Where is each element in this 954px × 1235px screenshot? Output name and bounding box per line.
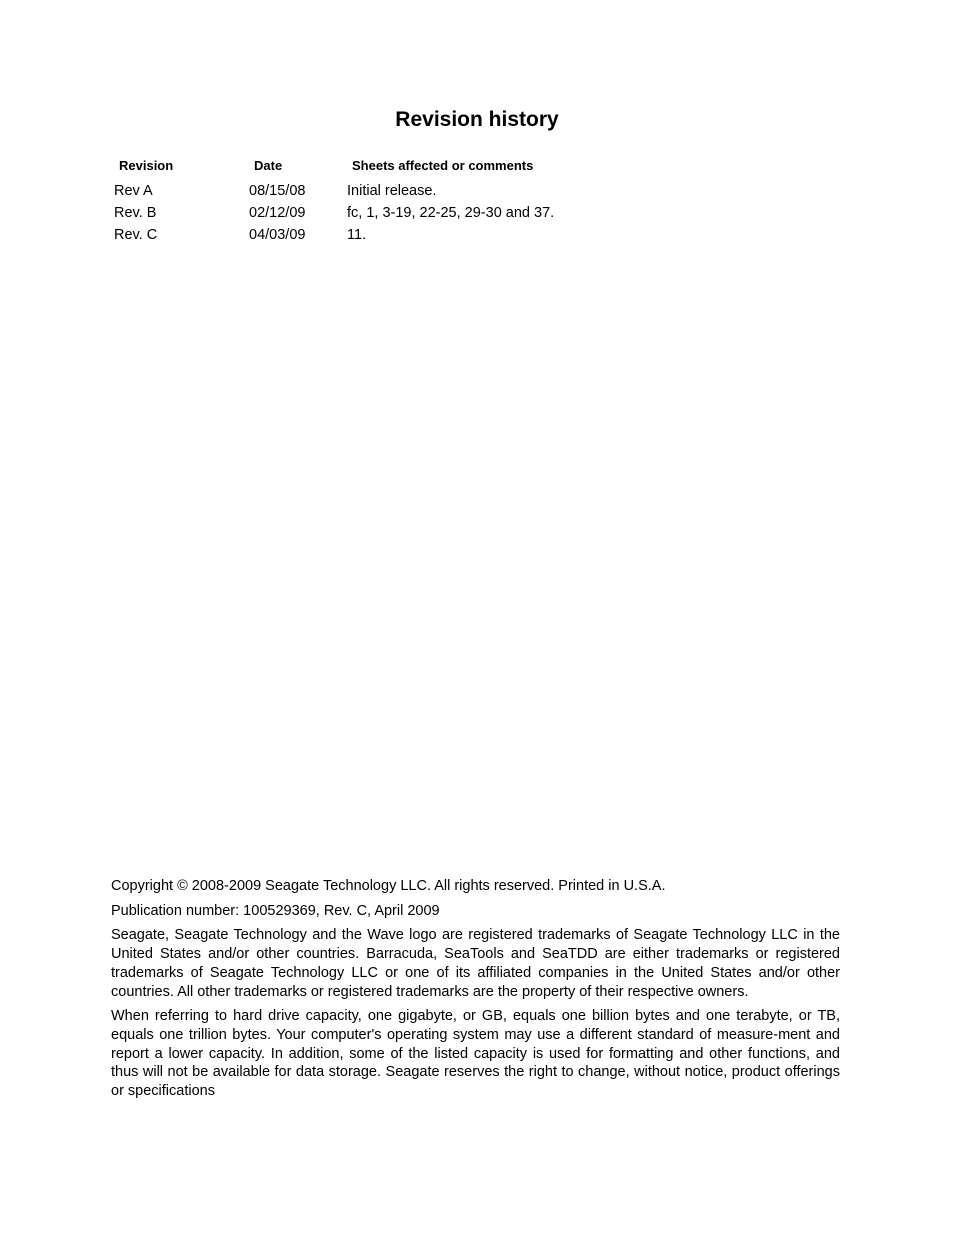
table-row: [113, 180, 633, 202]
date-cell: 02/12/09: [249, 205, 306, 221]
date-cell: 04/03/09: [249, 227, 306, 243]
copyright-notice: Copyright © 2008-2009 Seagate Technology LLC. All rights reserved. Printed in U.S.A.: [111, 878, 666, 894]
comments-cell: fc, 1, 3-19, 22-25, 29-30 and 37.: [347, 205, 555, 221]
revision-cell: Rev A: [114, 183, 153, 199]
capacity-disclaimer: When referring to hard drive capacity, one gigabyte, or GB, equals one billion bytes and one terabyte, or TB, equals one trillion bytes. Your computer's operating system may use a different standard of measure-ment and report a lower capacity. In addition, some of the listed capacity is used for formatting and other functions, and thus will not be available for data storage. Seagate reserves the right to change, without notice, product offerings or specifications: [111, 1008, 840, 1100]
comments-cell: 11.: [347, 227, 367, 243]
column-header-revision: Revision: [119, 158, 174, 173]
column-header-date: Date: [254, 158, 283, 173]
table-row: [113, 224, 633, 246]
comments-cell: Initial release.: [347, 183, 437, 199]
revision-cell: Rev. B: [114, 205, 157, 221]
date-cell: 08/15/08: [249, 183, 306, 199]
legal-footer: [111, 877, 840, 1107]
table-row: [113, 202, 633, 224]
revision-table-header: [113, 157, 633, 180]
page-title: Revision history: [395, 108, 559, 131]
column-header-comments: Sheets affected or comments: [352, 158, 534, 173]
revision-cell: Rev. C: [114, 227, 158, 243]
revision-table: [113, 157, 633, 246]
publication-number: Publication number: 100529369, Rev. C, April 2009: [111, 902, 440, 919]
trademark-notice: Seagate, Seagate Technology and the Wave logo are registered trademarks of Seagate Technology LLC in the United States and/or other countries. Barracuda, SeaTools and SeaTDD are either trademarks or registered trademarks of Seagate Technology LLC or one of its affiliated companies in the United States and/or other countries. All other trademarks or registered trademarks are the property of their respective owners.: [111, 927, 840, 1000]
